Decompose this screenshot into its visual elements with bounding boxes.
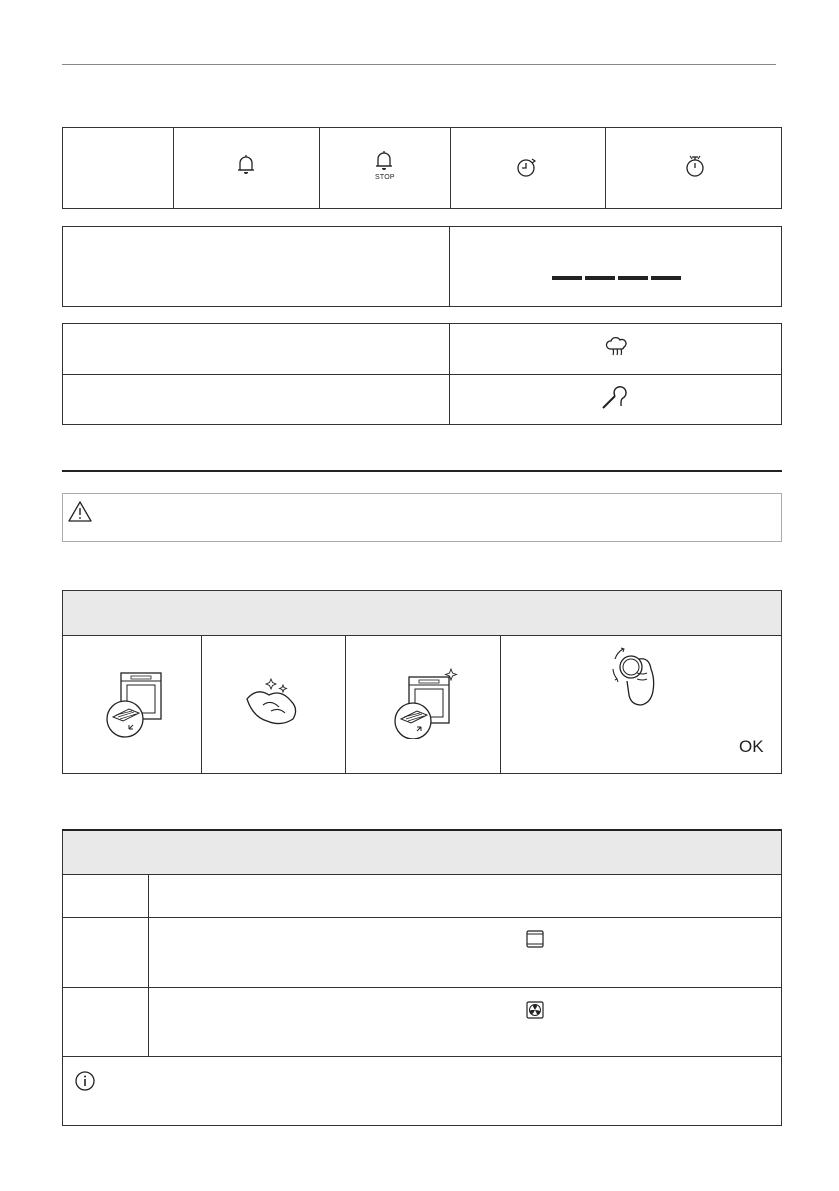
ok-label: OK <box>739 737 764 756</box>
function-table <box>62 323 782 425</box>
settings-table <box>62 829 782 1126</box>
warning-box <box>62 493 782 542</box>
oven-mode-icon <box>526 930 544 948</box>
cloth-clean-icon <box>241 675 313 731</box>
display-dashes <box>552 276 682 280</box>
settings-table-header <box>63 831 781 874</box>
top-rule <box>62 64 776 65</box>
steam-icon <box>604 335 630 359</box>
oven-remove-shelf-icon <box>103 669 173 739</box>
warning-triangle-icon <box>67 500 93 524</box>
steps-table-header <box>63 591 781 635</box>
display-table <box>62 226 782 307</box>
dash <box>651 276 681 280</box>
core-probe-icon <box>600 384 634 412</box>
bell-stop-icon <box>373 149 395 173</box>
stop-label: STOP <box>375 174 395 181</box>
fan-mode-icon <box>526 1001 544 1019</box>
section-rule <box>62 470 782 472</box>
dash <box>552 276 582 280</box>
stopwatch-icon <box>683 153 707 179</box>
oven-insert-shelf-icon <box>391 667 463 739</box>
dash <box>618 276 648 280</box>
dash <box>585 276 615 280</box>
indicator-table <box>62 127 782 209</box>
knob-turn-icon <box>607 645 669 711</box>
steps-table <box>62 590 782 774</box>
bell-icon <box>235 153 257 177</box>
info-icon <box>74 1070 96 1092</box>
clock-delay-icon <box>515 155 539 179</box>
